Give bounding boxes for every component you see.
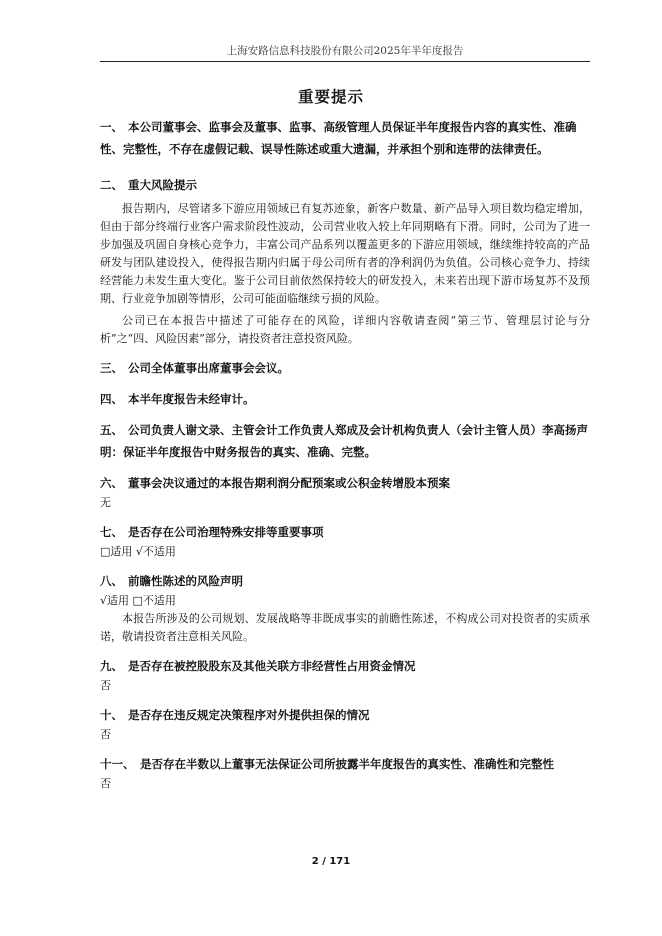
running-header: 上海安路信息科技股份有限公司2025年半年度报告	[226, 45, 464, 57]
section-number: 八、	[100, 574, 123, 588]
section-number: 四、	[100, 392, 123, 406]
section-9-answer: 否	[100, 679, 111, 692]
section-8-answer: √适用 □不适用	[100, 594, 176, 607]
section-text: 本公司董事会、监事会及董事、监事、高级管理人员保证半年度报告内容的真实性、准确性、完整性，不存在虚假记载、误导性陈述或重大遗漏，并承担个别和连带的法律责任。	[100, 120, 577, 156]
section-number: 一、	[100, 120, 123, 134]
section-number: 六、	[100, 476, 123, 490]
section-11-answer: 否	[100, 777, 111, 790]
section-number: 十一、	[100, 757, 135, 771]
section-text: 是否存在半数以上董事无法保证公司所披露半年度报告的真实性、准确性和完整性	[140, 757, 554, 771]
section-text: 重大风险提示	[128, 178, 197, 192]
section-text: 前瞻性陈述的风险声明	[128, 574, 243, 588]
section-text: 公司全体董事出席董事会会议。	[128, 361, 289, 375]
section-8-heading	[100, 570, 590, 592]
section-7-heading	[100, 521, 590, 543]
section-number: 五、	[100, 423, 123, 437]
section-text: 是否存在公司治理特殊安排等重要事项	[128, 525, 324, 539]
page-title: 重要提示	[297, 87, 364, 106]
section-6-heading	[100, 472, 590, 494]
section-10-heading	[100, 704, 590, 726]
section-number: 七、	[100, 525, 123, 539]
section-4-heading	[100, 388, 590, 410]
section-11-heading	[100, 753, 590, 775]
section-text: 公司负责人谢文录、主管会计工作负责人郑成及会计机构负责人（会计主管人员）李高扬声明：保证半年度报告中财务报告的真实、准确、完整。	[100, 423, 588, 459]
section-7-answer: □适用 √不适用	[100, 545, 176, 558]
section-10-answer: 否	[100, 728, 111, 741]
section-2-heading	[100, 174, 590, 196]
section-1-heading	[100, 116, 590, 160]
section-text: 是否存在违反规定决策程序对外提供担保的情况	[128, 708, 370, 722]
section-text: 董事会决议通过的本报告期利润分配预案或公积金转增股本预案	[128, 476, 450, 490]
section-6-answer: 无	[100, 496, 111, 509]
section-text: 是否存在被控股股东及其他关联方非经营性占用资金情况	[128, 659, 416, 673]
section-3-heading	[100, 357, 590, 379]
risk-paragraph-1: 报告期内，尽管诸多下游应用领域已有复苏迹象，新客户数量、新产品导入项目数均稳定增加，但由于部分终端行业客户需求阶段性波动，公司营业收入较上年同期略有下滑。同时，公司为了进一步加强及巩固自身核心竞争力，丰富公司产品系列以覆盖更多的下游应用领域，继续维持较高的产品研发与团队建设投入，使得报告期内归属于母公司所有者的净利润仍为负值。公司核心竞争力、持续经营能力未发生重大变化。鉴于公司目前依然保持较大的研发投入，未来若出现下游市场复苏不及预期、行业竞争加剧等情形，公司可能面临继续亏损的风险。	[100, 202, 590, 305]
section-5-heading	[100, 419, 590, 463]
section-text: 本半年度报告未经审计。	[128, 392, 255, 406]
risk-paragraph-2: 公司已在本报告中描述了可能存在的风险，详细内容敬请查阅“第三节、管理层讨论与分析”之“四、风险因素”部分，请投资者注意投资风险。	[100, 314, 590, 345]
section-9-heading	[100, 655, 590, 677]
section-number: 二、	[100, 178, 123, 192]
section-8-paragraph: 本报告所涉及的公司规划、发展战略等非既成事实的前瞻性陈述，不构成公司对投资者的实质承诺，敬请投资者注意相关风险。	[100, 612, 590, 643]
section-number: 十、	[100, 708, 123, 722]
header-divider	[100, 61, 590, 62]
page-number: 2 / 171	[311, 856, 351, 867]
document-body	[100, 116, 590, 793]
section-number: 三、	[100, 361, 123, 375]
section-number: 九、	[100, 659, 123, 673]
